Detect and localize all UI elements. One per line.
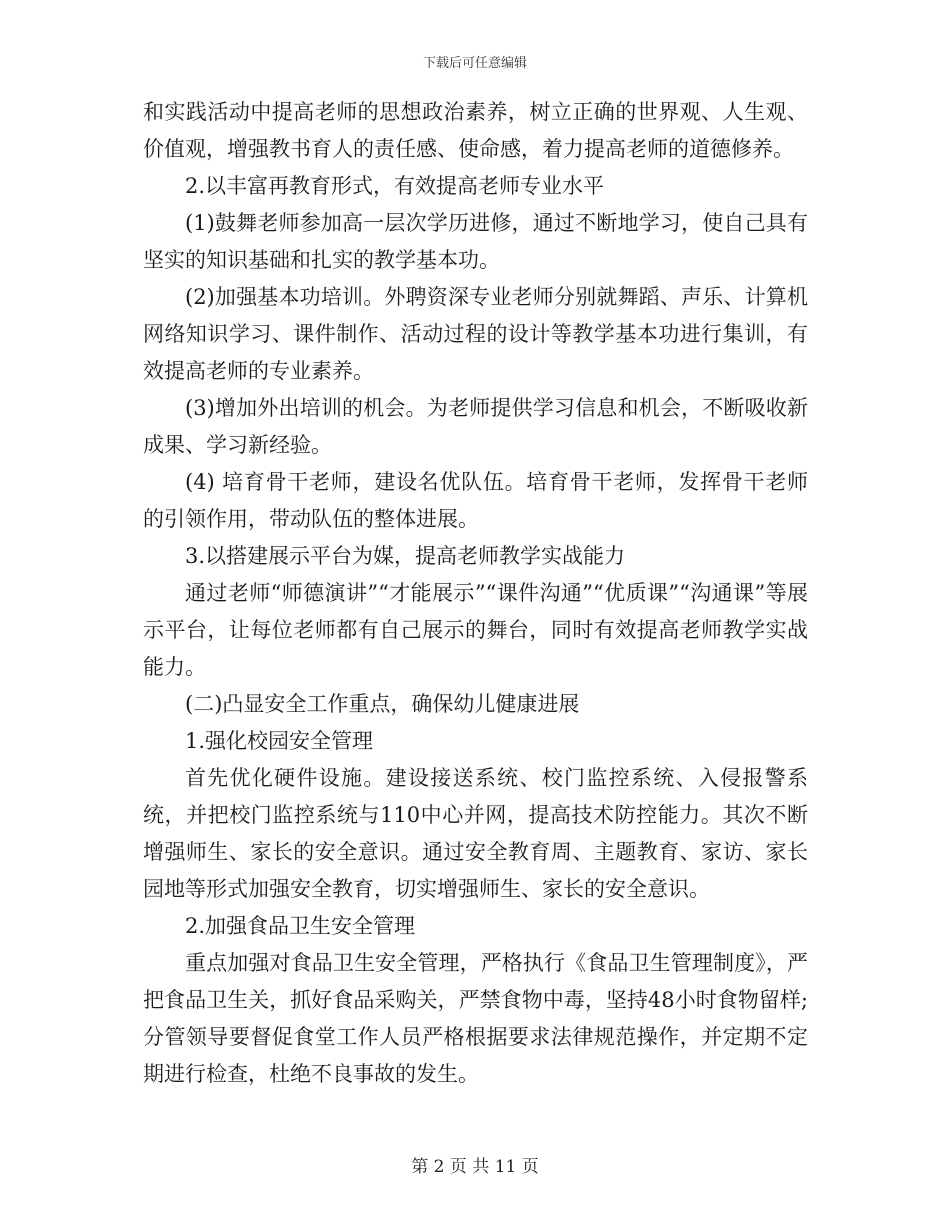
paragraph-7: 3.以搭建展示平台为媒，提高老师教学实战能力 (185, 544, 626, 568)
document-body (143, 94, 808, 1093)
page-footer: 第 2 页 共 11 页 (411, 1157, 539, 1177)
paragraph-4: (2)加强基本功培训。外聘资深专业老师分别就舞蹈、声乐、计算机网络知识学习、课件制作、活动过程的设计等教学基本功进行集训，有效提高老师的专业素养。 (143, 285, 808, 383)
paragraph-2: 2.以丰富再教育形式，有效提高老师专业水平 (185, 174, 605, 198)
paragraph-8: 通过老师“师德演讲”“才能展示”“课件沟通”“优质课”“沟通课”等展示平台，让每位老师都有自己展示的舞台，同时有效提高老师教学实战能力。 (143, 581, 808, 679)
paragraph-3: (1)鼓舞老师参加高一层次学历进修，通过不断地学习，使自己具有坚实的知识基础和扎实的教学基本功。 (143, 211, 808, 272)
paragraph-12: 2.加强食品卫生安全管理 (185, 914, 416, 938)
paragraph-9: (二)凸显安全工作重点，确保幼儿健康进展 (185, 692, 580, 716)
paragraph-10: 1.强化校园安全管理 (185, 729, 374, 753)
paragraph-5: (3)增加外出培训的机会。为老师提供学习信息和机会，不断吸收新成果、学习新经验。 (143, 396, 808, 457)
paragraph-13: 重点加强对食品卫生安全管理，严格执行《食品卫生管理制度》，严把食品卫生关，抓好食品采购关，严禁食物中毒，坚持48小时食物留样;分管领导要督促食堂工作人员严格根据要求法律规范操作，并定期不定期进行检查，杜绝不良事故的发生。 (143, 951, 808, 1086)
page-header: 下载后可任意编辑 (422, 56, 527, 71)
paragraph-11: 首先优化硬件设施。建设接送系统、校门监控系统、入侵报警系统，并把校门监控系统与110中心并网，提高技术防控能力。其次不断增强师生、家长的安全意识。通过安全教育周、主题教育、家访、家长园地等形式加强安全教育，切实增强师生、家长的安全意识。 (143, 766, 808, 901)
paragraph-6: (4) 培育骨干老师，建设名优队伍。培育骨干老师，发挥骨干老师的引领作用，带动队伍的整体进展。 (143, 470, 808, 531)
paragraph-1: 和实践活动中提高老师的思想政治素养，树立正确的世界观、人生观、价值观，增强教书育人的责任感、使命感，着力提高老师的道德修养。 (143, 100, 808, 161)
